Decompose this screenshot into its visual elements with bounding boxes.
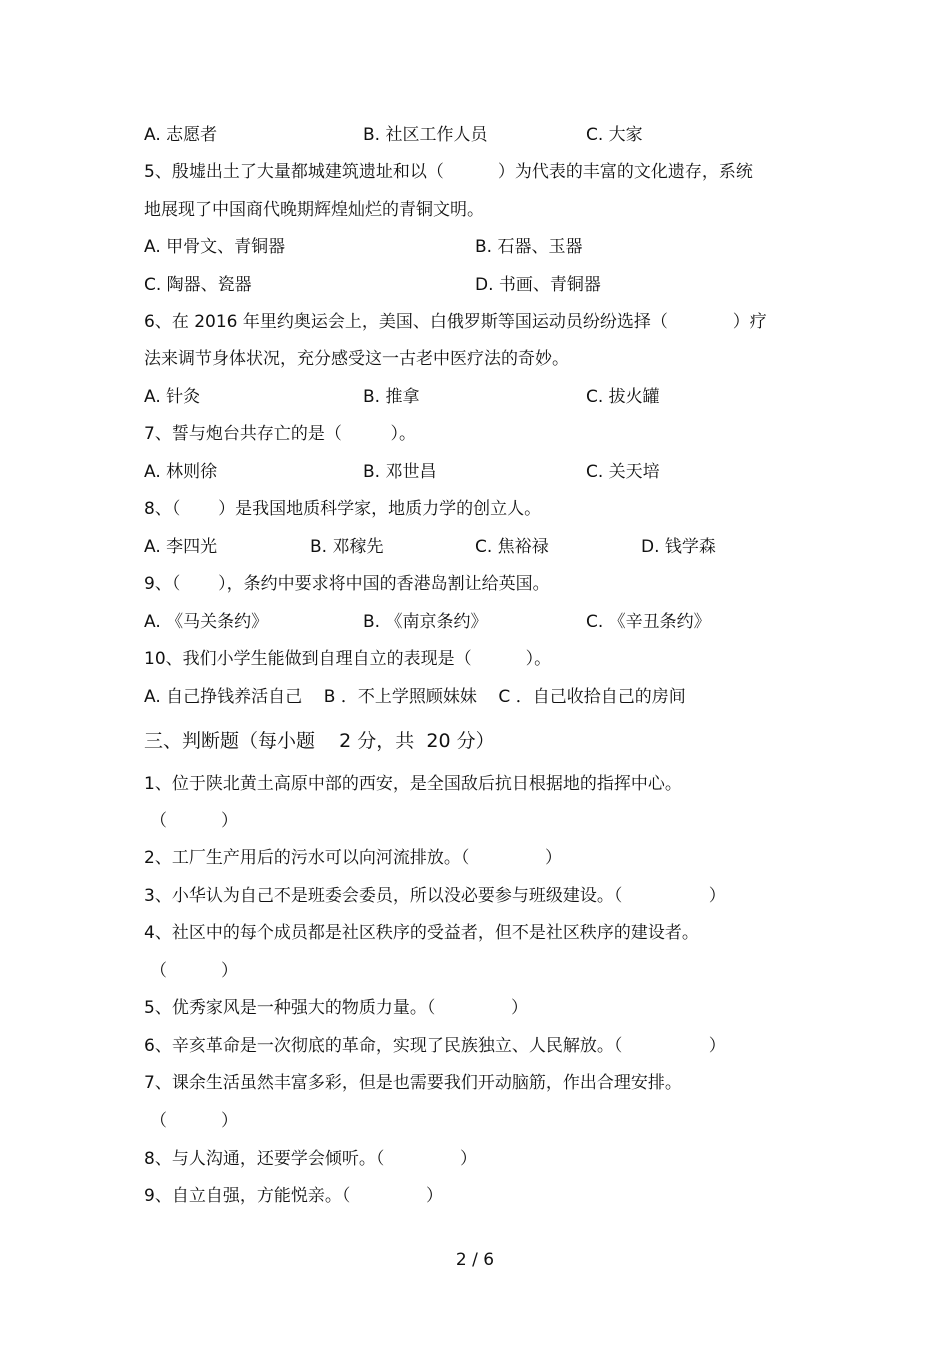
q5-option-d: D. 书画、青铜器 xyxy=(475,275,601,295)
q6-option-b: B. 推拿 xyxy=(363,387,420,407)
q8-option-b: B. 邓稼先 xyxy=(310,537,384,557)
section3-heading: 三、判断题（每小题 2 分，共 20 分） xyxy=(144,730,495,752)
q4-option-b: B. 社区工作人员 xyxy=(363,125,488,145)
q8-stem: 8、（ ）是我国地质科学家，地质力学的创立人。 xyxy=(144,499,542,519)
tf-item-1-blank: （ ） xyxy=(150,811,239,831)
q6-option-c: C. 拔火罐 xyxy=(586,387,660,407)
q9-option-a: A. 《马关条约》 xyxy=(144,612,269,632)
q6-stem-line1: 6、在 2016 年里约奥运会上，美国、白俄罗斯等国运动员纷纷选择（ ）疗 xyxy=(144,312,767,332)
tf-item-6: 6、辛亥革命是一次彻底的革命，实现了民族独立、人民解放。（ ） xyxy=(144,1036,726,1056)
q5-stem-line1: 5、殷墟出土了大量都城建筑遗址和以（ ）为代表的丰富的文化遗存，系统 xyxy=(144,162,753,182)
q8-option-d: D. 钱学森 xyxy=(641,537,716,557)
q5-option-b: B. 石器、玉器 xyxy=(475,237,583,257)
tf-item-8: 8、与人沟通，还要学会倾听。（ ） xyxy=(144,1149,477,1169)
q4-option-a: A. 志愿者 xyxy=(144,125,218,145)
q5-option-a: A. 甲骨文、青铜器 xyxy=(144,237,286,257)
q7-stem: 7、誓与炮台共存亡的是（ ）。 xyxy=(144,424,416,444)
q9-option-c: C. 《辛丑条约》 xyxy=(586,612,711,632)
tf-item-1: 1、位于陕北黄土高原中部的西安，是全国敌后抗日根据地的指挥中心。 xyxy=(144,774,682,794)
tf-item-7: 7、课余生活虽然丰富多彩，但是也需要我们开动脑筋，作出合理安排。 xyxy=(144,1073,682,1093)
q7-option-a: A. 林则徐 xyxy=(144,462,218,482)
tf-item-9: 9、自立自强，方能悦亲。（ ） xyxy=(144,1186,443,1206)
q7-option-c: C. 关天培 xyxy=(586,462,660,482)
tf-item-5: 5、优秀家风是一种强大的物质力量。（ ） xyxy=(144,998,528,1018)
q6-stem-line2: 法来调节身体状况，充分感受这一古老中医疗法的奇妙。 xyxy=(144,349,569,369)
q10-stem: 10、我们小学生能做到自理自立的表现是（ ）。 xyxy=(144,649,552,669)
tf-item-4: 4、社区中的每个成员都是社区秩序的受益者，但不是社区秩序的建设者。 xyxy=(144,923,699,943)
q9-stem: 9、（ ），条约中要求将中国的香港岛割让给英国。 xyxy=(144,574,550,594)
page-number: 2 / 6 xyxy=(455,1250,495,1270)
tf-item-3: 3、小华认为自己不是班委会委员，所以没必要参与班级建设。（ ） xyxy=(144,886,726,906)
q6-option-a: A. 针灸 xyxy=(144,387,201,407)
tf-item-4-blank: （ ） xyxy=(150,961,239,981)
q4-option-c: C. 大家 xyxy=(586,125,643,145)
tf-item-7-blank: （ ） xyxy=(150,1111,239,1131)
q8-option-c: C. 焦裕禄 xyxy=(475,537,549,557)
q5-stem-line2: 地展现了中国商代晚期辉煌灿烂的青铜文明。 xyxy=(144,200,484,220)
q8-option-a: A. 李四光 xyxy=(144,537,218,557)
q10-options: A. 自己挣钱养活自己 B ．不上学照顾妹妹 C ．自己收拾自己的房间 xyxy=(144,687,686,707)
q7-option-b: B. 邓世昌 xyxy=(363,462,437,482)
q5-option-c: C. 陶器、瓷器 xyxy=(144,275,252,295)
q9-option-b: B. 《南京条约》 xyxy=(363,612,488,632)
tf-item-2: 2、工厂生产用后的污水可以向河流排放。（ ） xyxy=(144,848,562,868)
